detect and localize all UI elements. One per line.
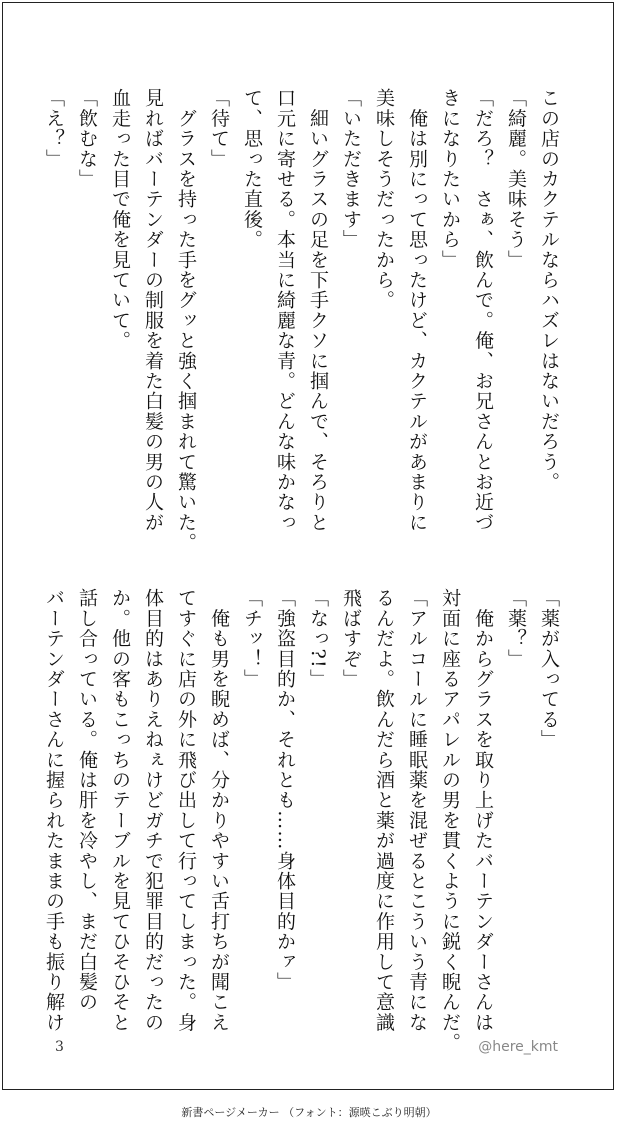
- text-line: 俺からグラスを取り上げたバーテンダーさんは: [472, 588, 494, 1033]
- text-line: 「飲むな」: [76, 88, 98, 189]
- text-line: るんだよ。飲んだら酒と薬が過度に作用して意識: [373, 588, 395, 1033]
- text-line: 飛ばすぞ」: [340, 588, 362, 689]
- text-line: 「え？」: [43, 88, 65, 169]
- text-line: 「薬が入ってる」: [538, 588, 560, 750]
- text-line: この店のカクテルならハズレはないだろう。: [538, 88, 560, 492]
- text-line: 「なっ?!」: [307, 588, 329, 690]
- page-frame: [2, 2, 614, 1090]
- text-line: 細いグラスの足を下手クソに掴んで、そろりと: [307, 88, 329, 533]
- text-line: 血走った目で俺を見ていて。: [109, 88, 131, 351]
- text-line: 「薬？」: [505, 588, 527, 669]
- text-line: 「待て」: [208, 88, 230, 169]
- text-line: 「強盗目的か、それとも……身体目的かァ」: [274, 588, 296, 992]
- text-line: 話し合っている。俺は肝を冷やし、まだ白髪の: [76, 588, 98, 1013]
- text-line: 「綺麗。美味そう」: [505, 88, 527, 270]
- text-line: 見ればバーテンダーの制服を着た白髪の男の人が: [142, 88, 164, 533]
- text-line: 「チッ！」: [241, 588, 263, 689]
- text-line: てすぐに店の外に飛び出して行ってしまった。身: [175, 588, 197, 1033]
- text-line: 対面に座るアパレルの男を貫くように鋭く睨んだ。: [439, 588, 461, 1053]
- text-line: 「だろ？ さぁ、飲んで。俺、お兄さんとお近づ: [472, 88, 494, 533]
- text-line: 俺も男を睨めば、分かりやすい舌打ちが聞こえ: [208, 588, 230, 1033]
- text-line: 体目的はありえねぇけどガチで犯罪目的だったの: [142, 588, 164, 1033]
- page-number: 3: [55, 1039, 64, 1055]
- footer-credit: 新書ページメーカー （フォント：源暎こぶり明朝）: [181, 1106, 437, 1119]
- text-line: バーテンダーさんに握られたままの手も振り解け: [43, 588, 65, 1033]
- text-line: 「いただきます」: [340, 88, 362, 250]
- text-line: 「アルコールに睡眠薬を混ぜるとこういう青にな: [406, 588, 428, 1033]
- text-line: て、思った直後。: [241, 88, 263, 250]
- text-line: グラスを持った手をグッと強く掴まれて驚いた。: [175, 88, 197, 553]
- text-line: 美味しそうだったから。: [373, 88, 395, 311]
- text-block-top: [37, 88, 565, 553]
- text-line: きになりたいから」: [439, 88, 461, 270]
- text-line: か。他の客もこっちのテーブルを見てひそひそと: [109, 588, 131, 1033]
- author-handle: @here_kmt: [478, 1039, 558, 1055]
- text-line: 俺は別にって思ったけど、カクテルがあまりに: [406, 88, 428, 533]
- text-line: 口元に寄せる。本当に綺麗な青。どんな味かなっ: [274, 88, 296, 533]
